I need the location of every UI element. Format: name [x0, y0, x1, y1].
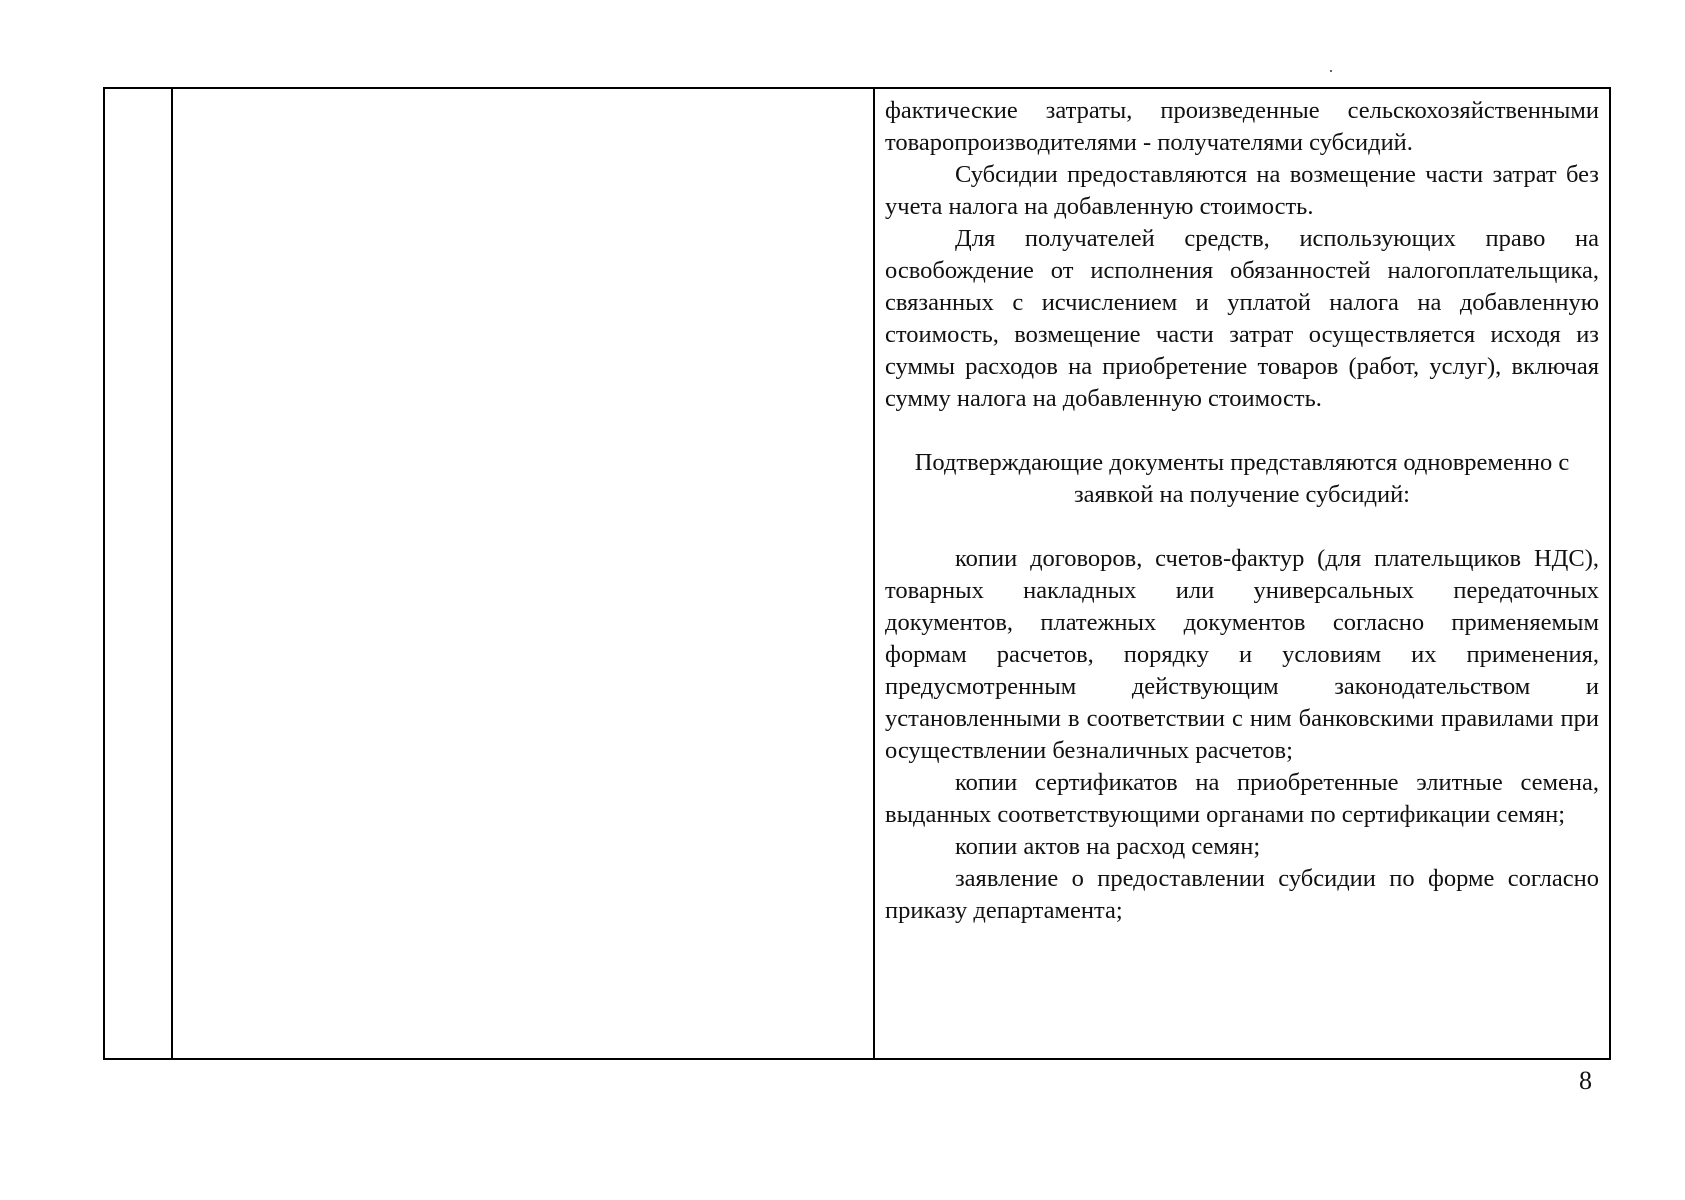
table-column-description [875, 89, 1609, 1058]
document-table [103, 87, 1611, 1060]
list-item-seed-acts: копии актов на расход семян; [955, 833, 1261, 860]
list-item-application: заявление о предоставлении субсидии по форме согласно приказу департамента; [885, 865, 1599, 924]
heading-supporting-documents: Подтверждающие документы представляются одновременно с заявкой на получение субсидий: [914, 449, 1570, 508]
paragraph-vat-exemption: Для получателей средств, использующих право на освобождение от исполнения обязанностей налогоплательщика, связанных с исчислением и уплатой налога на добавленную стоимость, возмещение части затрат осуществляется исходя из суммы расходов на приобретение товаров (работ, услуг), включая сумму налога на добавленную стоимость. [885, 225, 1599, 412]
table-column-name [173, 89, 875, 1058]
page-number: 8 [1579, 1066, 1592, 1095]
paragraph-actual-costs: фактические затраты, произведенные сельскохозяйственными товаропроизводителями - получателями субсидий. [885, 97, 1599, 156]
paragraph-subsidy-vat: Субсидии предоставляются на возмещение части затрат без учета налога на добавленную стоимость. [885, 161, 1599, 220]
list-item-contracts-copies: копии договоров, счетов-фактур (для плательщиков НДС), товарных накладных или универсальных передаточных документов, платежных документов согласно применяемым формам расчетов, порядку и условиям их применения, предусмотренным действующим законодательством и установленными в соответствии с ним банковскими правилами при осуществлении безналичных расчетов; [885, 545, 1599, 764]
table-column-number [105, 89, 173, 1058]
list-item-seed-certificates: копии сертификатов на приобретенные элитные семена, выданных соответствующими органами по сертификации семян; [885, 769, 1599, 828]
scan-speck [1330, 70, 1332, 72]
